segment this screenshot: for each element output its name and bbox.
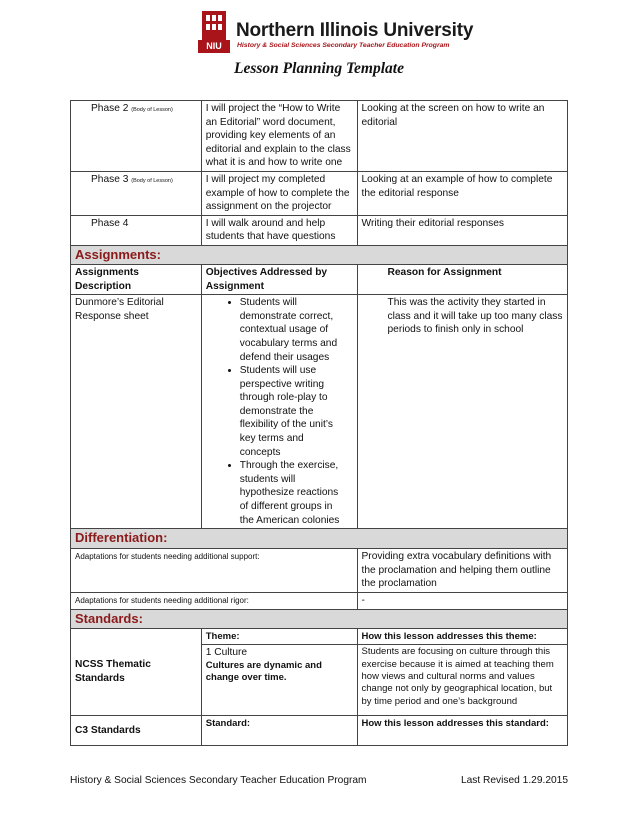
phase-label-cell — [71, 215, 202, 245]
teacher-action: I will project my completed example of how to complete the assignment on the projector — [201, 171, 357, 215]
theme-how: Students are focusing on culture through this exercise because it is aimed at teaching them how views and cultural norms and values change not only by geographical location, but by time period and one’s background — [357, 645, 567, 716]
teacher-action: I will walk around and help students that have questions — [201, 215, 357, 245]
footer-revised: Last Revised 1.29.2015 — [460, 775, 568, 786]
page-title: Lesson Planning Template — [234, 60, 404, 77]
theme-number: 1 Culture — [205, 647, 248, 659]
program-name: History & Social Sciences Secondary Teacher Education Program — [237, 42, 450, 49]
section-heading-standards: Standards: — [71, 609, 568, 628]
phase-label-cell — [71, 101, 202, 172]
phase-label: Phase 3 — [91, 173, 129, 185]
teacher-action: I will project the “How to Write an Editorial” word document, providing key elements of an editorial and explain to the class what it is and how to write one — [201, 101, 357, 172]
phase-note: (Body of Lesson) — [131, 177, 173, 184]
logo-letters: NIU — [206, 41, 222, 51]
phase-row — [71, 171, 568, 215]
theme-name: Cultures are dynamic and change over time. — [205, 659, 322, 683]
objective-item: • Through the exercise, students will hypothesize reactions of different groups in the American colonies — [240, 459, 343, 527]
col-header-reason: Reason for Assignment — [357, 264, 567, 294]
phase-row — [71, 101, 568, 172]
objectives-list — [206, 296, 343, 527]
student-action: Looking at an example of how to complete the editorial response — [357, 171, 567, 215]
standard-how-header: How this lesson addresses this standard: — [357, 716, 567, 746]
rigor-label: Adaptations for students needing additional rigor: — [71, 593, 358, 610]
ncss-label: NCSS Thematic Standards — [71, 628, 202, 716]
lesson-plan-table — [70, 100, 568, 746]
phase-row — [71, 215, 568, 245]
theme-header: Theme: — [201, 628, 357, 645]
rigor-value: - — [357, 593, 567, 610]
university-logo — [196, 11, 232, 53]
phase-label: Phase 2 — [91, 103, 129, 114]
col-header-objectives: Objectives Addressed by Assignment — [201, 264, 357, 294]
assignment-reason: This was the activity they started in class and it will take up too many class periods to finish only in school — [357, 295, 567, 529]
objective-item: • Students will use perspective writing through role-play to demonstrate the flexibility of the unit’s key terms and concepts — [240, 364, 343, 459]
objectives-cell — [201, 295, 357, 529]
standard-header: Standard: — [201, 716, 357, 746]
assignment-description: Dunmore’s Editorial Response sheet — [71, 295, 202, 529]
section-heading-differentiation: Differentiation: — [71, 529, 568, 549]
support-label: Adaptations for students needing additional support: — [71, 549, 358, 593]
objective-item: • Students will demonstrate correct, contextual usage of vocabulary terms and defend their usages — [240, 296, 343, 364]
support-value: Providing extra vocabulary definitions with the proclamation and helping them outline the proclamation — [357, 549, 567, 593]
student-action: Writing their editorial responses — [357, 215, 567, 245]
phase-label: Phase 4 — [91, 217, 129, 229]
footer-program: History & Social Sciences Secondary Teacher Education Program — [70, 775, 367, 786]
section-heading-assignments: Assignments: — [71, 245, 568, 264]
university-name: Northern Illinois University — [236, 20, 474, 41]
theme-cell — [201, 645, 357, 716]
student-action: Looking at the screen on how to write an editorial — [357, 101, 567, 172]
col-header-description: Assignments Description — [71, 264, 202, 294]
phase-label-cell — [71, 171, 202, 215]
c3-label: C3 Standards — [71, 716, 202, 746]
theme-how-header: How this lesson addresses this theme: — [357, 628, 567, 645]
phase-note: (Body of Lesson) — [131, 107, 173, 113]
